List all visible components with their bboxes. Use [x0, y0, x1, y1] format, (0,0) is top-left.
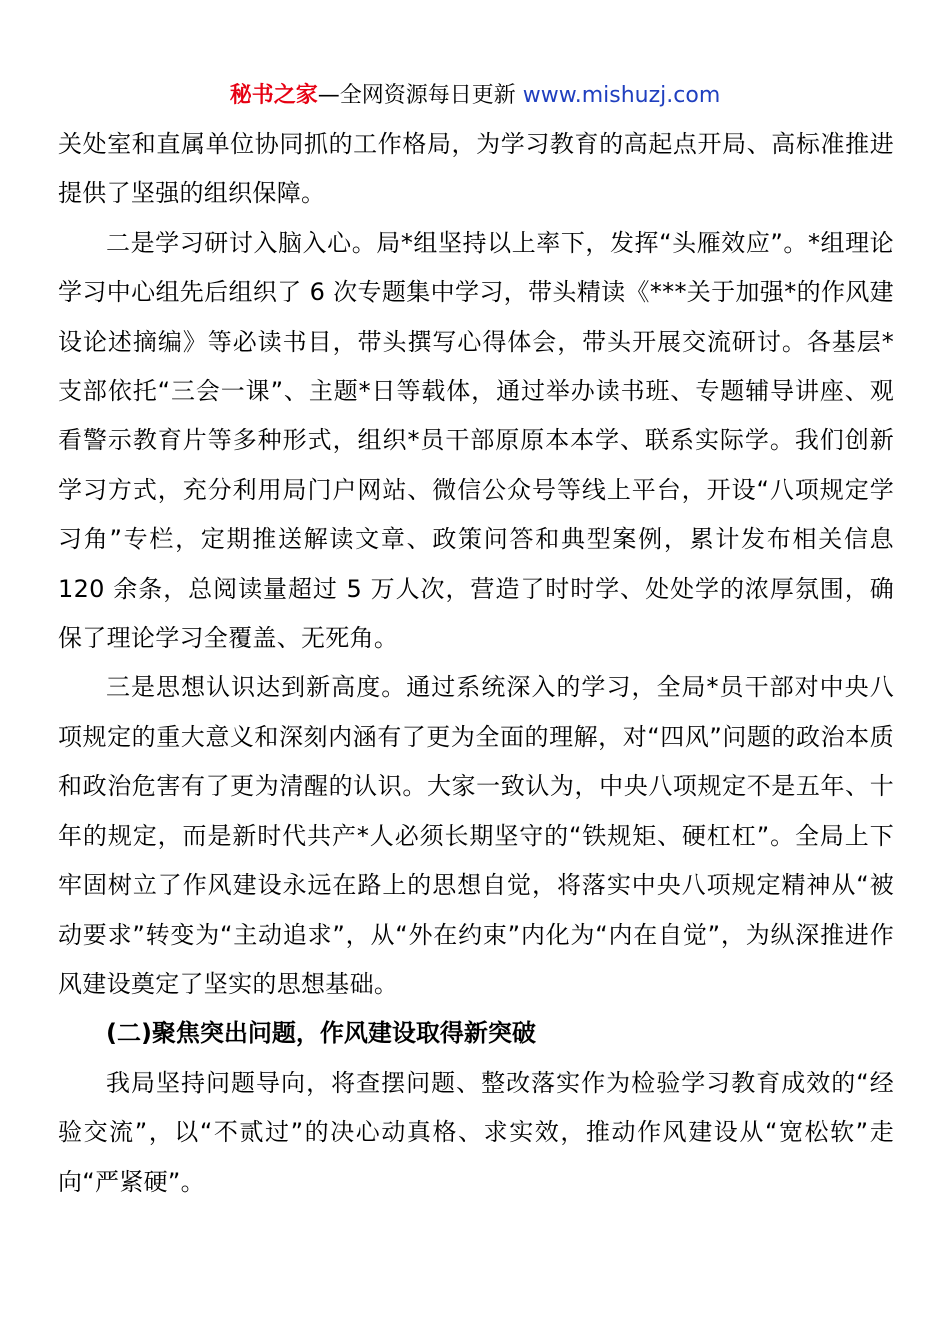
paragraph-study-discussion: 二是学习研讨入脑入心。局*组坚持以上率下，发挥“头雁效应”。*组理论学习中心组先后组织了 6 次专题集中学习，带头精读《***关于加强*的作风建设论述摘编》等必读书目，带头撰写心得体会，带头开展交流研讨。各基层*支部依托“三会一课”、主题*日等载体，通过举办读书班、专题辅导讲座、观看警示教育片等多种形式，组织*员干部原原本本学、联系实际学。我们创新学习方式，充分利用局门户网站、微信公众号等线上平台，开设“八项规定学习角”专栏，定期推送解读文章、政策问答和典型案例，累计发布相关信息 120 余条，总阅读量超过 5 万人次，营造了时时学、处处学的浓厚氛围，确保了理论学习全覆盖、无死角。 — [58, 228, 894, 653]
section-heading: (二)聚焦突出问题，作风建设取得新突破 — [106, 1019, 536, 1048]
page-header — [0, 80, 950, 112]
document-body — [58, 120, 894, 1207]
paragraph-thinking-awareness: 三是思想认识达到新高度。通过系统深入的学习，全局*员干部对中央八项规定的重大意义和深刻内涵有了更为全面的理解，对“四风”问题的政治本质和政治危害有了更为清醒的认识。大家一致认为，中央八项规定不是五年、十年的规定，而是新时代共产*人必须长期坚守的“铁规矩、硬杠杠”。全局上下牢固树立了作风建设永远在路上的思想自觉，将落实中央八项规定精神从“被动要求”转变为“主动追求”，从“外在约束”内化为“内在自觉”，为纵深推进作风建设奠定了坚实的思想基础。 — [58, 673, 894, 998]
header-tagline: —全网资源每日更新 — [317, 83, 523, 108]
paragraph-problem-orientation: 我局坚持问题导向，将查摆问题、整改落实作为检验学习教育成效的“经验交流”，以“不贰过”的决心动真格、求实效，推动作风建设从“宽松软”走向“严紧硬”。 — [58, 1068, 894, 1196]
paragraph-continuation: 关处室和直属单位协同抓的工作格局，为学习教育的高起点开局、高标准推进提供了坚强的组织保障。 — [58, 130, 894, 208]
brand-name: 秘书之家 — [229, 83, 318, 108]
site-url-link[interactable]: www.mishuzj.com — [522, 83, 721, 108]
